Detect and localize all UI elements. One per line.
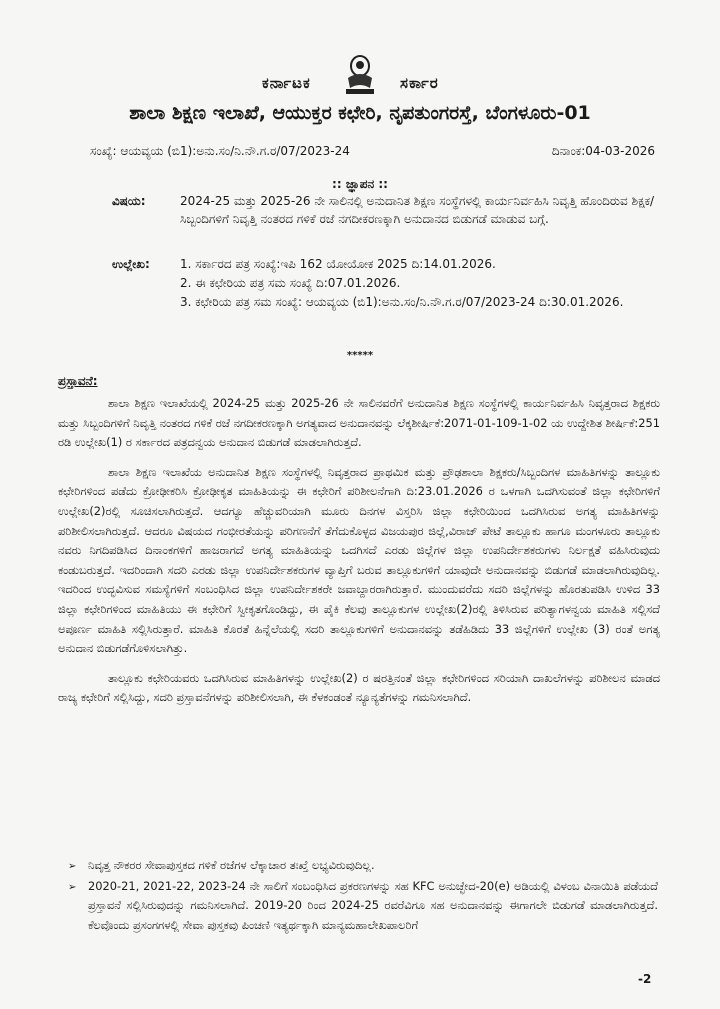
bullet-list: [68, 856, 658, 935]
subject-label: ವಿಷಯ:: [112, 194, 146, 208]
references-label: ಉಲ್ಲೇಖ:: [112, 257, 150, 271]
subject-block: [112, 192, 672, 228]
subject-text: 2024-25 ಮತ್ತು 2025-26 ನೇ ಸಾಲಿನಲ್ಲಿ ಅನುದಾನಿತ ಶಿಕ್ಷಣ ಸಂಸ್ಥೆಗಳಲ್ಲಿ ಕಾರ್ಯನಿರ್ವಹಿಸಿ ನಿವೃತ್ತಿ ಹೊಂದಿರುವ ಶಿಕ್ಷಕ/ಸಿಬ್ಬಂದಿಗಳಿಗೆ ನಿವೃತ್ತಿ ನಂತರದ ಗಳಿಕೆ ರಜೆ ನಗದೀಕರಣಕ್ಕಾಗಿ ಅನುದಾನದ ಬಿಡುಗಡೆ ಮಾಡುವ ಬಗ್ಗೆ.: [180, 194, 655, 226]
reference-item: 1. ಸರ್ಕಾರದ ಪತ್ರ ಸಂಖ್ಯೆ:ಇಪಿ 162 ಯೋಯೋಕ 2025 ದಿ:14.01.2026.: [180, 257, 496, 271]
paragraph: ಶಾಲಾ ಶಿಕ್ಷಣ ಇಲಾಖೆಯಲ್ಲಿ 2024-25 ಮತ್ತು 2025-26 ನೇ ಸಾಲಿನವರೆಗೆ ಅನುದಾನಿತ ಶಿಕ್ಷಣ ಸಂಸ್ಥೆಗಳಲ್ಲಿ ಕಾರ್ಯನಿರ್ವಹಿಸಿ ನಿವೃತ್ತರಾದ ಶಿಕ್ಷಕರು ಮತ್ತು ಸಿಬ್ಬಂದಿಗಳಿಗೆ ನಿವೃತ್ತಿ ನಂತರದ ಗಳಿಕೆ ರಜೆ ನಗದೀಕರಣಕ್ಕಾಗಿ ಅಗತ್ಯವಾದ ಅನುದಾನವನ್ನು ಲೆಕ್ಕಶೀರ್ಷಿಕೆ:2071-01-109-1-02 ಯ ಉದ್ದೇಶಿತ ಶೀರ್ಷಿಕೆ:251 ರಡಿ ಉಲ್ಲೇಖ(1) ರ ಸರ್ಕಾರದ ಪತ್ರದನ್ವಯ ಅನುದಾನ ಬಿಡುಗಡೆ ಮಾಡಲಾಗಿರುತ್ತದೆ.: [58, 396, 660, 450]
govt-right-label: ಸರ್ಕಾರ: [400, 74, 439, 92]
document-date: ದಿನಾಂಕ:04-03-2026: [551, 144, 655, 158]
notice-title: :: ಜ್ಞಾಪನ ::: [332, 177, 388, 191]
state-emblem-icon: [340, 52, 380, 96]
paragraph: ತಾಲ್ಲೂಕು ಕಛೇರಿಯವರು ಒದಗಿಸಿರುವ ಮಾಹಿತಿಗಳನ್ನು ಉಲ್ಲೇಖ(2) ರ ಷರತ್ತಿನಂತೆ ಜಿಲ್ಲಾ ಕಛೇರಿಗಳಿಂದ ಸರಿಯಾಗಿ ದಾಖಲೆಗಳನ್ನು ಪರಿಶೀಲನ ಮಾಡದ ರಾಜ್ಯ ಕಛೇರಿಗೆ ಸಲ್ಲಿಸಿದ್ದು, ಸದರಿ ಪ್ರಸ್ತಾವನೆಗಳನ್ನು ಪರಿಶೀಲಿಸಲಾಗಿ, ಈ ಕೆಳಕಂಡಂತೆ ನ್ಯೂನ್ಯತೆಗಳನ್ನು ಗಮನಿಸಲಾಗಿದೆ.: [58, 670, 660, 705]
page-number: -2: [638, 972, 652, 986]
govt-left-label: ಕರ್ನಾಟಕ: [262, 74, 311, 92]
arrow-bullet-icon: ➢: [68, 861, 77, 872]
reference-line: [90, 144, 655, 159]
reference-number: ಸಂಖ್ಯೆ: ಆಯವ್ಯಯ (ಬಿ1):ಅನು.ಸಂ/ನಿ.ನೌ.ಗ.ರ/07/2023-24: [90, 144, 350, 158]
bullet-item: [68, 877, 658, 936]
separator: *****: [346, 350, 374, 361]
reference-item: 3. ಕಛೇರಿಯ ಪತ್ರ ಸಮ ಸಂಖ್ಯೆ: ಆಯವ್ಯಯ (ಬಿ1):ಅನು.ಸಂ/ನಿ.ನೌ.ಗ.ರ/07/2023-24 ದಿ:30.01.2026.: [180, 295, 624, 309]
paragraph: ಶಾಲಾ ಶಿಕ್ಷಣ ಇಲಾಖೆಯ ಅನುದಾನಿತ ಶಿಕ್ಷಣ ಸಂಸ್ಥೆಗಳಲ್ಲಿ ನಿವೃತ್ತರಾದ ಪ್ರಾಥಮಿಕ ಮತ್ತು ಪ್ರೌಢಶಾಲಾ ಶಿಕ್ಷಕರು/ಸಿಬ್ಬಂದಿಗಳ ಮಾಹಿತಿಗಳನ್ನು ತಾಲ್ಲೂಕು ಕಛೇರಿಗಳಿಂದ ಪಡೆದು ಕ್ರೋಢೀಕರಿಸಿ ಕ್ರೋಢೀಕೃತ ಮಾಹಿತಿಯನ್ನು ಈ ಕಛೇರಿಗೆ ಪರಿಶೀಲನೆಗಾಗಿ ದಿ:23.01.2026 ರ ಒಳಗಾಗಿ ಒದಗಿಸುವಂತೆ ಜಿಲ್ಲಾ ಕಛೇರಿಗಳಿಗೆ ಉಲ್ಲೇಖ(2)ರಲ್ಲಿ ಸೂಚಿಸಲಾಗಿರುತ್ತದೆ. ಆದಗ್ಯೂ ಹೆಚ್ಚುವರಿಯಾಗಿ ಮೂರು ದಿನಗಳ ವಿಸ್ತರಿಸಿ ಜಿಲ್ಲಾ ಕಛೇರಿಯಿಂದ ಒದಗಿಸಿರುವ ಅಗತ್ಯ ಮಾಹಿತಿಗಳನ್ನು ಪರಿಶೀಲಿಸಲಾಗಿರುತ್ತದೆ. ಆದರೂ ವಿಷಯದ ಗಂಭೀರತೆಯನ್ನು ಪರಿಗಣನೆಗೆ ತೆಗೆದುಕೊಳ್ಳದ ವಿಜಯಪುರ ಜಿಲ್ಲೆ,ವಿರಾಜ್ ಪೇಟೆ ತಾಲ್ಲೂಕು ಹಾಗೂ ಮಂಗಳೂರು ತಾಲ್ಲೂಕು ನವರು ನಿಗದಿಪಡಿಸಿದ ದಿನಾಂಕಗಳಿಗೆ ಹಾಜರಾಗದೆ ಅಗತ್ಯ ಮಾಹಿತಿಯನ್ನು ಒದಗಿಸದೆ ಎರಡು ಜಿಲ್ಲೆಗಳ ಜಿಲ್ಲಾ ಉಪನಿರ್ದೇಶಕರುಗಳು ನಿರ್ಲಕ್ಷತೆ ವಹಿಸಿರುವುದು ಕಂಡುಬರುತ್ತದೆ. ಇದರಿಂದಾಗಿ ಸದರಿ ಎರಡು ಜಿಲ್ಲಾ ಉಪನಿರ್ದೇಶಕರುಗಳ ವ್ಯಾಪ್ತಿಗೆ ಬರುವ ತಾಲ್ಲೂಕುಗಳಿಗೆ ಯಾವುದೇ ಅನುದಾನವನ್ನು ಬಿಡುಗಡೆ ಮಾಡಲಾಗಿರುವುದಿಲ್ಲ. ಇದರಿಂದ ಉದ್ಭವಿಸುವ ಸಮಸ್ಯೆಗಳಿಗೆ ಸಂಬಂಧಿಸಿದ ಜಿಲ್ಲಾ ಉಪನಿರ್ದೇಶಕರೇ ಜವಾಬ್ದಾರರಾಗಿರುತ್ತಾರೆ. ಮುಂದುವರೆದು ಸದರಿ ಜಿಲ್ಲೆಗಳನ್ನು ಹೊರತುಪಡಿಸಿ ಉಳಿದ 33 ಜಿಲ್ಲಾ ಕಛೇರಿಗಳಿಂದ ಮಾಹಿತಿಯು ಈ ಕಛೇರಿಗೆ ಸ್ವೀಕೃತಗೊಂಡಿದ್ದು, ಈ ಪೈಕಿ ಕೆಲವು ತಾಲ್ಲೂಕುಗಳ ಉಲ್ಲೇಖ(2)ರಲ್ಲಿ ತಿಳಿಸಿರುವ ಪರಿತ್ಯಾಗಳನ್ವಯ ಮಾಹಿತಿ ಸಲ್ಲಿಸದೆ ಅಪೂರ್ಣ ಮಾಹಿತಿ ಸಲ್ಲಿಸಿರುತ್ತಾರೆ. ಮಾಹಿತಿ ಕೊರತೆ ಹಿನ್ನೆಲೆಯಲ್ಲಿ ಸದರಿ ತಾಲ್ಲೂಕುಗಳಿಗೆ ಅನುದಾನವನ್ನು ತಡೆಹಿಡಿದು 33 ಜಿಲ್ಲೆಗಳಿಗೆ ಉಲ್ಲೇಖ (3) ರಂತೆ ಅಗತ್ಯ ಅನುದಾನ ಬಿಡುಗಡೆಗೊಳಿಸಲಾಗಿತ್ತು.: [58, 464, 660, 656]
preamble-heading: ಪ್ರಸ್ತಾವನೆ:: [58, 374, 98, 388]
references-block: [112, 255, 672, 312]
bullet-item: [68, 856, 658, 877]
body-text: [58, 394, 660, 718]
bullet-text: 2020-21, 2021-22, 2023-24 ನೇ ಸಾಲಿಗೆ ಸಂಬಂಧಿಸಿದ ಪ್ರಕರಣಗಳನ್ನು ಸಹ KFC ಅನುಚ್ಛೇದ-20(e) ಅಡಿಯಲ್ಲಿ ವಿಳಂಬ ವಿನಾಯಿತಿ ಪಡೆಯದೆ ಪ್ರಸ್ತಾವನೆ ಸಲ್ಲಿಸಿರುವುದನ್ನು ಗಮನಿಸಲಾಗಿದೆ. 2019-20 ರಿಂದ 2024-25 ರವರೆವಿಗೂ ಸಹ ಅನುದಾನವನ್ನು ಈಗಾಗಲೇ ಬಿಡುಗಡೆ ಮಾಡಲಾಗಿರುತ್ತದೆ. ಕೆಲವೊಂದು ಪ್ರಸಂಗಗಳಲ್ಲಿ ಸೇವಾ ಪುಸ್ತಕವು ಪಿಂಚಣಿ ಇತ್ಯರ್ಥಕ್ಕಾಗಿ ಮಾನ್ಯಮಹಾಲೇಖಪಾಲರಿಗೆ: [88, 878, 658, 932]
reference-item: 2. ಈ ಕಛೇರಿಯ ಪತ್ರ ಸಮ ಸಂಖ್ಯೆ ದಿ:07.01.2026.: [180, 276, 401, 290]
office-title: ಶಾಲಾ ಶಿಕ್ಷಣ ಇಲಾಖೆ, ಆಯುಕ್ತರ ಕಛೇರಿ, ನೃಪತುಂಗರಸ್ತೆ, ಬೆಂಗಳೂರು-01: [129, 102, 591, 124]
references-list: [180, 255, 623, 312]
bullet-text: ನಿವೃತ್ತ ನೌಕರರ ಸೇವಾಪುಸ್ತಕದ ಗಳಿಕೆ ರಜೆಗಳ ಲೆಕ್ಕಾಚಾರ ತಃಖ್ತೆ ಲಭ್ಯವಿರುವುದಿಲ್ಲ.: [88, 858, 375, 872]
arrow-bullet-icon: ➢: [68, 881, 77, 893]
